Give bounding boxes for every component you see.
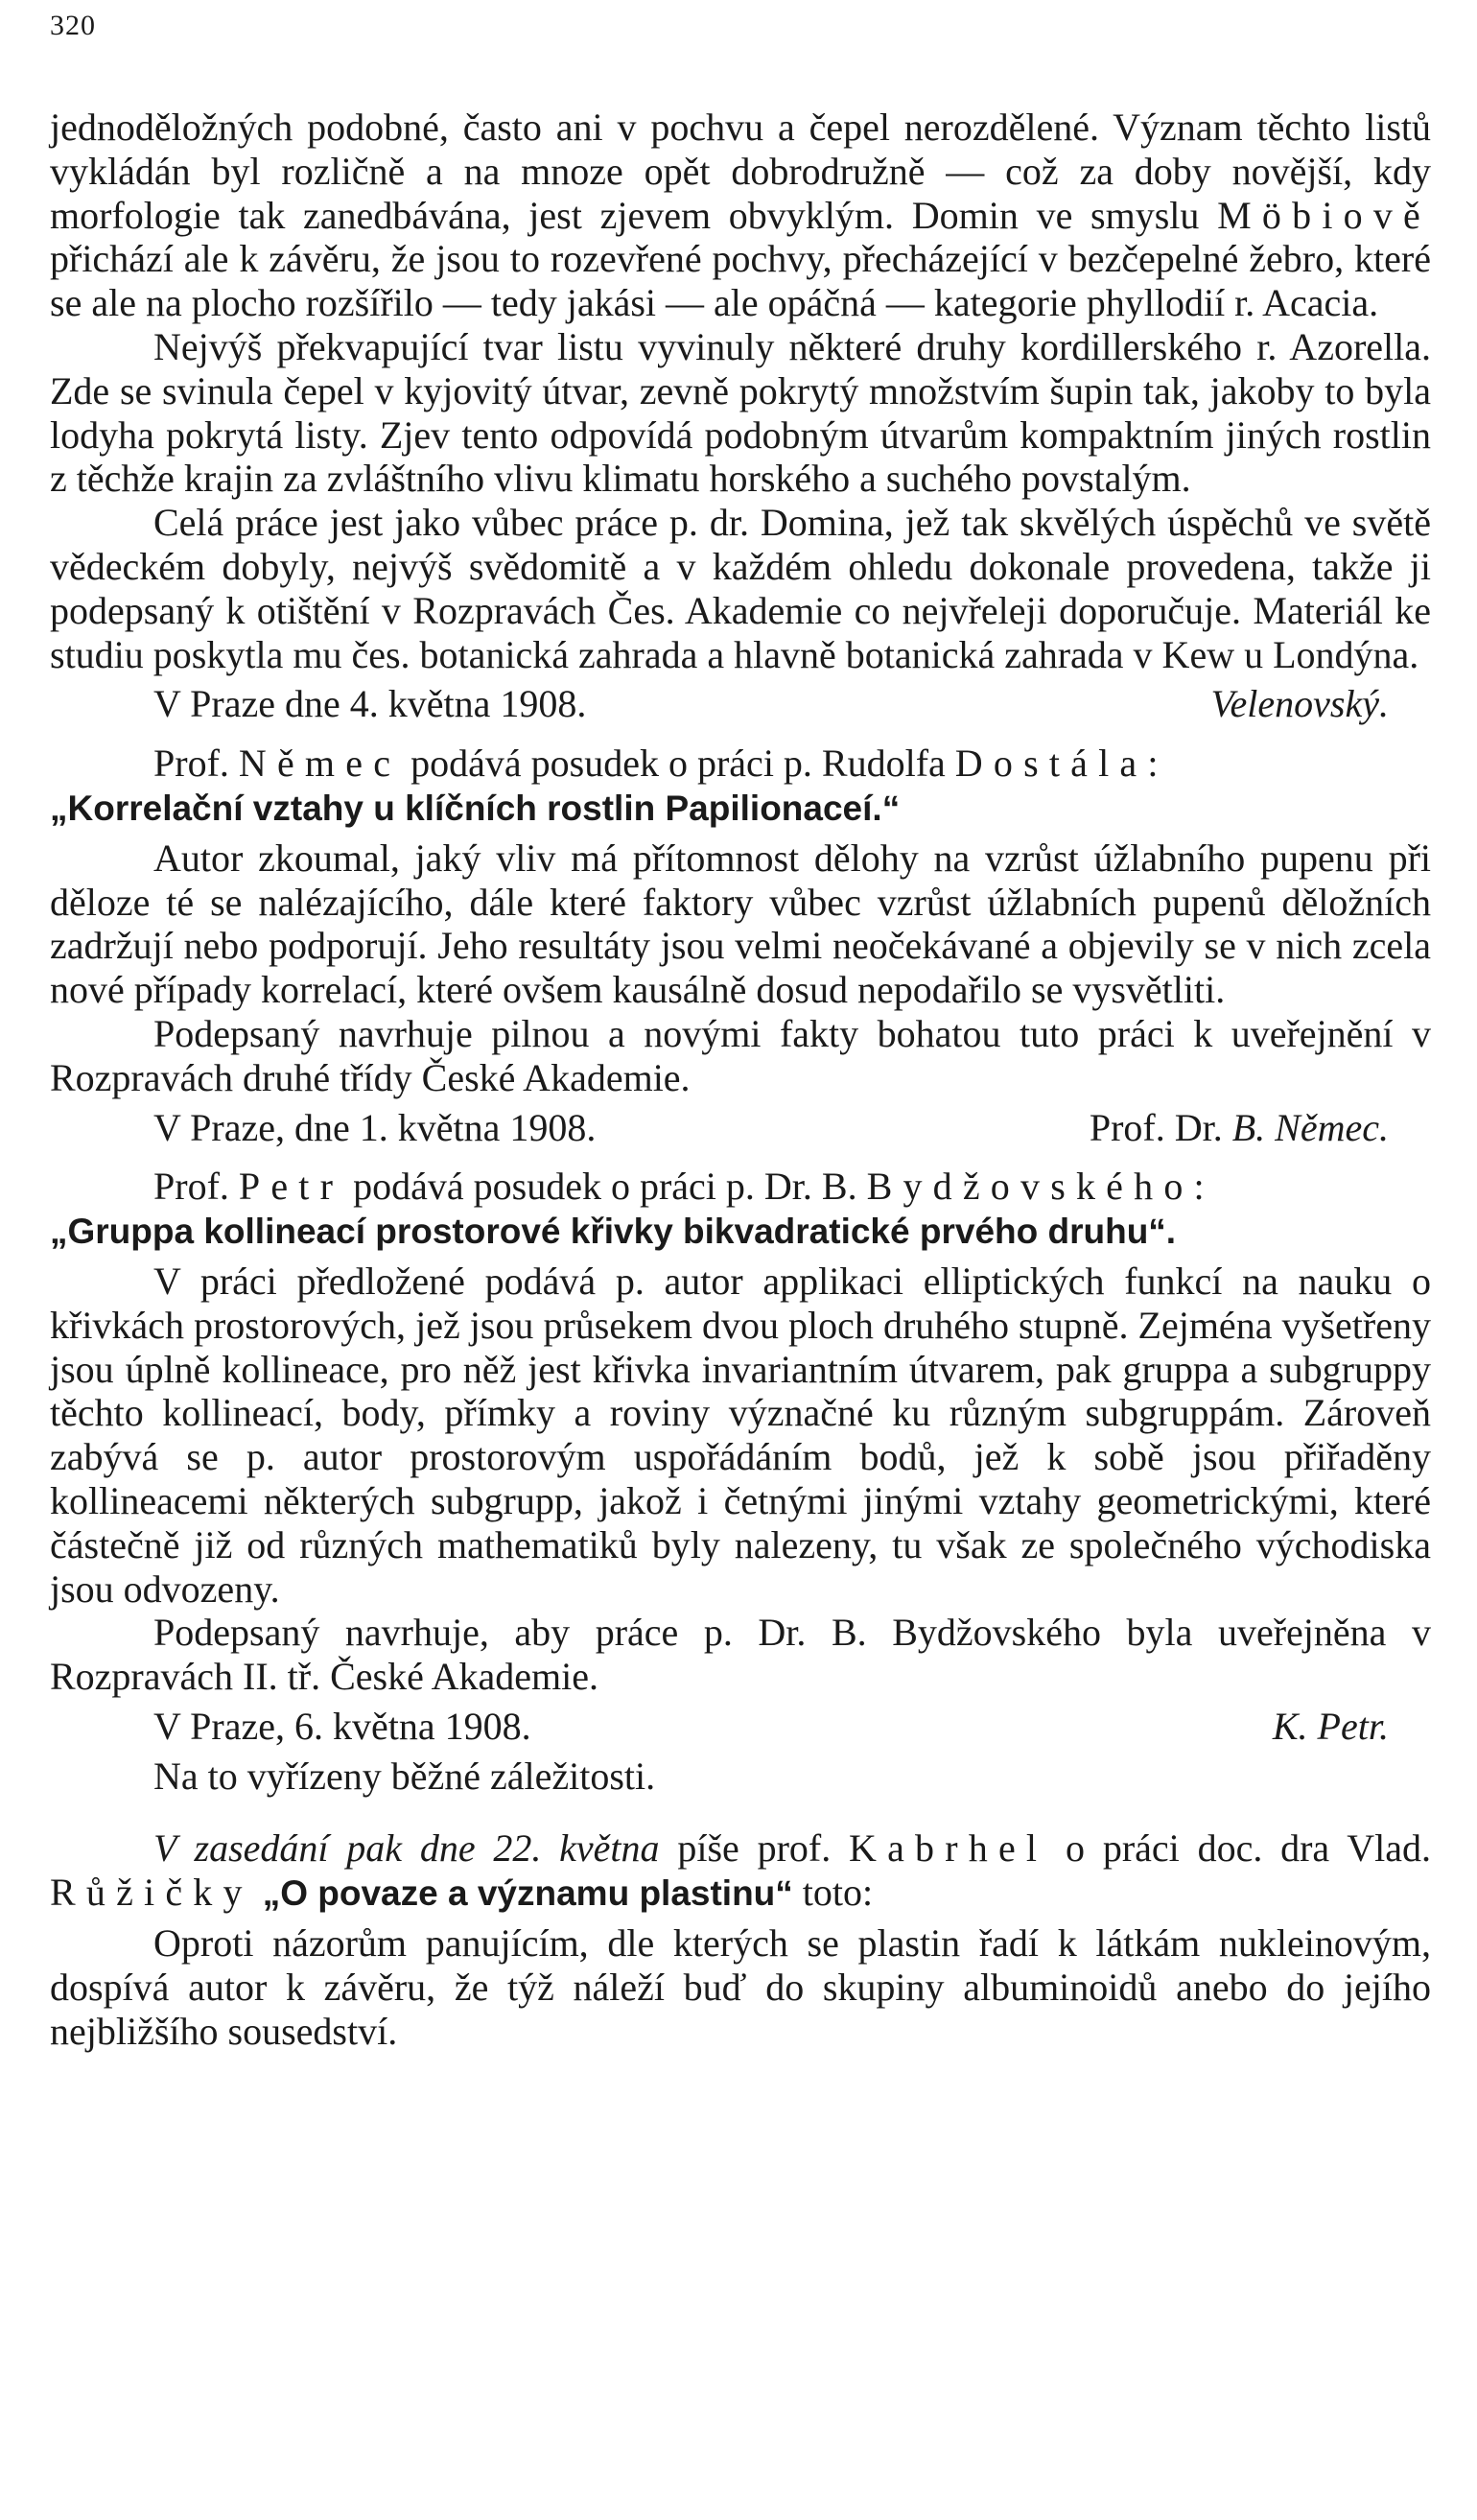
place-date: V Praze, 6. května 1908. xyxy=(153,1704,531,1748)
text-run: Prof. xyxy=(153,742,239,786)
signature: K. Petr. xyxy=(1272,1704,1389,1748)
signature-line-nemec xyxy=(50,1106,1431,1150)
text-run: Prof. xyxy=(153,1165,239,1209)
session-date: V zasedání pak dne 22. května xyxy=(153,1826,660,1871)
reviewer-name: Kabrhel xyxy=(849,1826,1048,1871)
text-run: : xyxy=(1147,742,1159,786)
text-run xyxy=(253,1871,263,1914)
text-run: jednoděložných podobné, často ani v pochvu a čepel nerozdělené. Význam těchto listů vykládán byl rozličně a na mnoze opět dobrodružně — což za doby novější, kdy morfologie tak zanedbávána, jest zjevem obvyklým. Domin ve smyslu xyxy=(50,106,1431,237)
page-body xyxy=(50,106,1431,2053)
review-paragraph: Oproti názorům panujícím, dle kterých se plastin řadí k látkám nukleinovým, dospívá autor k závěru, že týž náleží buď do skupiny albuminoidů anebo do jejího nejbližšího sousedství. xyxy=(50,1921,1431,2053)
signature: Velenovský. xyxy=(1210,682,1389,726)
reviewer-name: Němec xyxy=(238,742,402,786)
reviewer-name: Petr xyxy=(238,1165,344,1209)
author-name: Růžičky xyxy=(50,1871,253,1915)
signature-line-petr xyxy=(50,1705,1431,1749)
text-run: o práci doc. dra Vlad. xyxy=(1047,1826,1432,1871)
paragraph-evaluation: Celá práce jest jako vůbec práce p. dr. Domina, jež tak skvělých úspěchů ve světě vědeckém dobyly, nejvýš svědomitě a v každém ohledu dokonale provedena, takže ji podepsaný k otištění v Rozpravách Čes. Akademie co nejvřeleji doporučuje. Materiál ke studiu poskytla mu čes. botanická zahrada a hlavně botanická zahrada v Kew u Londýna. xyxy=(50,501,1431,676)
place-date: V Praze dne 4. května 1908. xyxy=(153,682,587,726)
place-date: V Praze, dne 1. května 1908. xyxy=(153,1105,597,1149)
text-run: : xyxy=(1193,1165,1205,1209)
work-title xyxy=(50,1209,1431,1254)
session-intro-kabrhel xyxy=(50,1826,1431,1916)
review-intro-nemec xyxy=(50,742,1431,786)
review-intro-petr xyxy=(50,1165,1431,1209)
closing-note: Na to vyřízeny běžné záležitosti. xyxy=(153,1754,656,1798)
review-paragraph: V práci předložené podává p. autor applikaci elliptických funkcí na nauku o křivkách prostorových, jež jsou průsekem dvou ploch druhého stupně. Zejména vyšetřeny jsou úplně kollineace, pro něž jest křivka invariantním útvarem, pak gruppa a subgruppy těchto kollineací, body, přímky a roviny význačné ku různým subgruppám. Zároveň zabývá se p. autor prostorovým uspořádáním bodů, jež k sobě jsou přiřaděny kollineacemi některých subgrupp, jakož i četnými jinými vztahy geometrickými, které částečně již od různých mathematiků byly nalezeny, tu však ze společného východiska jsou odvozeny. xyxy=(50,1259,1431,1611)
author-name: Bydžovského xyxy=(866,1165,1194,1209)
recommendation-paragraph: Podepsaný navrhuje, aby práce p. Dr. B. Bydžovského byla uveřejněna v Rozpravách II. tř. České Akademie. xyxy=(50,1611,1431,1699)
text-run: píše prof. xyxy=(659,1826,850,1871)
text-run: toto: xyxy=(792,1871,874,1915)
author-name: Dostála xyxy=(954,742,1148,786)
signature-line-velenovsky xyxy=(50,682,1431,726)
paragraph-azorella: Nejvýš překvapující tvar listu vyvinuly některé druhy kordillerského r. Azorella. Zde se svinula čepel v kyjovitý útvar, zevně pokrytý množstvím šupin tak, jakoby to byla lodyha pokrytá listy. Zjev tento odpovídá podobným útvarům kompaktním jiných rostlin z těchže krajin za zvláštního vlivu klimatu horského a suchého povstalým. xyxy=(50,324,1431,501)
signature-title: Prof. Dr. xyxy=(1089,1105,1232,1149)
page-number: 320 xyxy=(50,10,96,41)
work-title-text: „Korrelační vztahy u klíčních rostlin Papilionaceí.“ xyxy=(50,788,901,828)
work-title-text: „Gruppa kollineací prostorové křivky bikvadratické prvého druhu“. xyxy=(50,1212,1177,1252)
recommendation-paragraph: Podepsaný navrhuje pilnou a novými fakty bohatou tuto práci k uveřejnění v Rozpravách druhé třídy České Akademie. xyxy=(50,1011,1431,1099)
work-title-text: „O povaze a významu plastinu“ xyxy=(262,1873,793,1914)
signature xyxy=(1090,1106,1389,1150)
text-run: podává posudek o práci p. Dr. B. xyxy=(343,1165,867,1209)
text-run: podává posudek o práci p. Rudolfa xyxy=(401,742,955,786)
work-title xyxy=(50,786,1431,831)
author-name-mobius: Möbiově xyxy=(1217,193,1431,237)
paragraph-phyllodia xyxy=(50,106,1431,325)
signature-name: B. Němec. xyxy=(1231,1105,1389,1149)
text-run: přichází ale k závěru, že jsou to rozevřené pochvy, přecházející v bezčepelné žebro, které se ale na plocho rozšířilo — tedy jakási — ale opáčná — kategorie phyllodií r. Acacia. xyxy=(50,237,1431,325)
review-paragraph: Autor zkoumal, jaký vliv má přítomnost dělohy na vzrůst úžlabního pupenu při děloze té se nalézajícího, dále které faktory vůbec vzrůst úžlabních pupenů děložních zadržují nebo podporují. Jeho resultáty jsou velmi neočekávané a objevily se v nich zcela nové případy korrelací, které ovšem kausálně dosud nepodařilo se vysvětliti. xyxy=(50,836,1431,1012)
